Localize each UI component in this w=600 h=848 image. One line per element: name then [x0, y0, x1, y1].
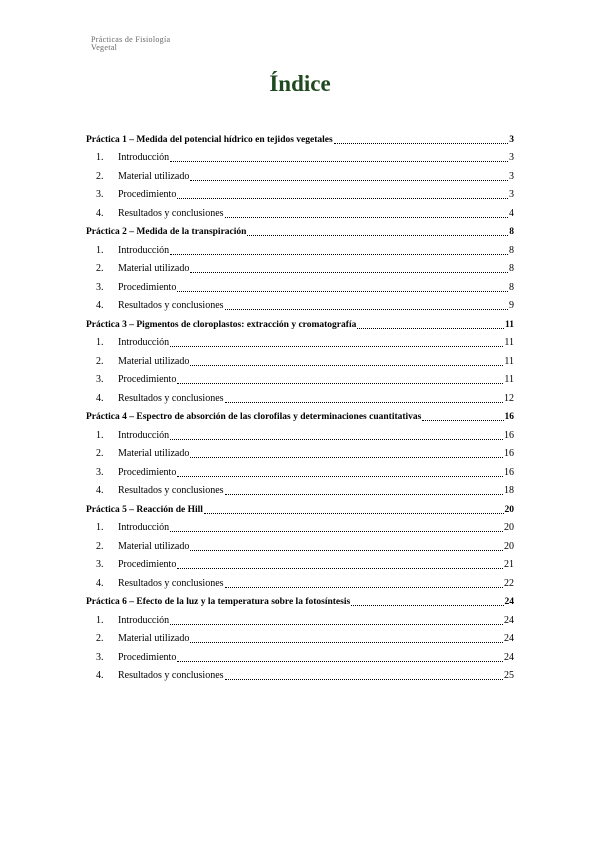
toc-section-entry[interactable]: [86, 220, 514, 239]
toc-item-number: 4.: [96, 670, 104, 681]
toc-item-label: Procedimiento: [118, 559, 177, 570]
toc-subsection-entry[interactable]: [86, 146, 514, 165]
toc-item-number: 2.: [96, 355, 104, 367]
toc-section-title: Práctica 2 – Medida de la transpiración: [86, 227, 247, 237]
toc-subsection-entry[interactable]: [86, 257, 514, 276]
header-line-2: Vegetal: [91, 43, 118, 52]
dot-leader: [225, 401, 503, 403]
dot-leader: [190, 641, 503, 643]
dot-leader: [170, 160, 508, 162]
toc-subsection-entry[interactable]: [86, 608, 514, 627]
dot-leader: [177, 660, 503, 662]
toc-item-number: 3.: [96, 281, 104, 293]
dot-leader: [190, 549, 503, 551]
toc-item-number: 1.: [96, 522, 104, 533]
toc-page-number: 8: [509, 281, 514, 293]
running-header: [91, 36, 170, 52]
dot-leader: [170, 345, 503, 347]
toc-page-number: 20: [504, 540, 514, 552]
toc-item-label: Resultados y conclusiones: [118, 392, 224, 404]
dot-leader: [225, 493, 503, 495]
toc-subsection-entry[interactable]: [86, 386, 514, 405]
toc-item-label: Material utilizado: [118, 448, 190, 459]
toc-subsection-entry[interactable]: [86, 442, 514, 461]
toc-page-number: 16: [504, 412, 514, 422]
dot-leader: [177, 567, 503, 569]
toc-section-entry[interactable]: [86, 590, 514, 609]
dot-leader: [225, 586, 503, 588]
toc-item-number: 1.: [96, 429, 104, 441]
toc-subsection-entry[interactable]: [86, 645, 514, 664]
toc-item-number: 2.: [96, 540, 104, 552]
toc-item-number: 2.: [96, 263, 104, 274]
toc-item-number: 2.: [96, 633, 104, 644]
toc-page-number: 20: [504, 504, 514, 515]
toc-item-label: Material utilizado: [118, 263, 190, 274]
toc-page-number: 3: [509, 134, 514, 145]
toc-subsection-entry[interactable]: [86, 534, 514, 553]
toc-page-number: 21: [504, 559, 514, 570]
toc-page-number: 16: [504, 429, 514, 441]
toc-item-label: Procedimiento: [118, 189, 177, 200]
toc-item-label: Procedimiento: [118, 281, 177, 293]
dot-leader: [357, 327, 504, 329]
toc-item-label: Introducción: [118, 429, 170, 441]
toc-subsection-entry[interactable]: [86, 183, 514, 202]
toc-page-number: 20: [504, 522, 514, 533]
toc-page-number: 24: [504, 597, 514, 607]
toc-subsection-entry[interactable]: [86, 275, 514, 294]
toc-page-number: 8: [509, 263, 514, 274]
toc-page-number: 25: [504, 670, 514, 681]
dot-leader: [422, 419, 503, 421]
dot-leader: [190, 271, 508, 273]
toc-item-number: 4.: [96, 300, 104, 311]
toc-item-label: Resultados y conclusiones: [118, 300, 224, 311]
toc-section-entry[interactable]: [86, 312, 514, 331]
toc-page-number: 11: [504, 374, 514, 385]
toc-item-number: 1.: [96, 152, 104, 163]
toc-page-number: 11: [504, 355, 514, 367]
toc-page-number: 8: [509, 244, 514, 256]
toc-subsection-entry[interactable]: [86, 553, 514, 572]
toc-section-title: Práctica 4 – Espectro de absorción de las clorofilas y determinaciones cuantitativas: [86, 412, 422, 422]
toc-page-number: 4: [509, 207, 514, 219]
toc-subsection-entry[interactable]: [86, 479, 514, 498]
toc-item-number: 4.: [96, 485, 104, 496]
toc-item-number: 2.: [96, 448, 104, 459]
toc-item-number: 3.: [96, 466, 104, 478]
toc-subsection-entry[interactable]: [86, 460, 514, 479]
toc-page-number: 3: [509, 189, 514, 200]
header-line-1: Prácticas de Fisiología: [91, 35, 171, 44]
dot-leader: [177, 382, 503, 384]
toc-subsection-entry[interactable]: [86, 238, 514, 257]
dot-leader: [177, 475, 503, 477]
toc-item-number: 1.: [96, 614, 104, 626]
dot-leader: [170, 530, 503, 532]
toc-page-number: 22: [504, 577, 514, 589]
dot-leader: [170, 253, 508, 255]
toc-page-number: 9: [509, 300, 514, 311]
toc-section-title: Práctica 6 – Efecto de la luz y la temperatura sobre la fotosíntesis: [86, 597, 351, 607]
toc-page-number: 16: [504, 466, 514, 478]
toc-subsection-entry[interactable]: [86, 627, 514, 646]
toc-page-number: 24: [504, 633, 514, 644]
dot-leader: [351, 604, 503, 606]
dot-leader: [170, 438, 503, 440]
dot-leader: [190, 456, 503, 458]
toc-subsection-entry[interactable]: [86, 349, 514, 368]
toc-item-number: 2.: [96, 170, 104, 182]
toc-item-label: Procedimiento: [118, 651, 177, 663]
toc-section-title: Práctica 5 – Reacción de Hill: [86, 504, 203, 515]
toc-item-label: Procedimiento: [118, 466, 177, 478]
toc-page-number: 3: [509, 152, 514, 163]
toc-item-number: 4.: [96, 207, 104, 219]
toc-item-label: Introducción: [118, 244, 170, 256]
dot-leader: [170, 623, 503, 625]
toc-section-title: Práctica 1 – Medida del potencial hídrico en tejidos vegetales: [86, 134, 333, 145]
toc-item-label: Introducción: [118, 337, 170, 348]
toc-item-label: Resultados y conclusiones: [118, 207, 224, 219]
toc-subsection-entry[interactable]: [86, 664, 514, 683]
dot-leader: [247, 234, 508, 236]
toc-item-number: 3.: [96, 559, 104, 570]
toc-item-label: Resultados y conclusiones: [118, 670, 224, 681]
toc-item-label: Material utilizado: [118, 170, 190, 182]
toc-page-number: 11: [504, 337, 514, 348]
dot-leader: [190, 179, 508, 181]
toc-item-label: Resultados y conclusiones: [118, 485, 224, 496]
toc-item-label: Material utilizado: [118, 540, 190, 552]
toc-page-number: 8: [509, 227, 514, 237]
dot-leader: [334, 142, 509, 144]
toc-item-label: Introducción: [118, 614, 170, 626]
toc-item-label: Procedimiento: [118, 374, 177, 385]
toc-item-number: 1.: [96, 337, 104, 348]
dot-leader: [177, 290, 508, 292]
toc-page-number: 18: [504, 485, 514, 496]
toc-item-label: Material utilizado: [118, 633, 190, 644]
toc-subsection-entry[interactable]: [86, 331, 514, 350]
dot-leader: [177, 197, 508, 199]
toc-subsection-entry[interactable]: [86, 571, 514, 590]
toc-item-label: Resultados y conclusiones: [118, 577, 224, 589]
toc-item-number: 3.: [96, 189, 104, 200]
toc-item-label: Introducción: [118, 522, 170, 533]
toc-subsection-entry[interactable]: [86, 368, 514, 387]
dot-leader: [225, 216, 508, 218]
toc-page-number: 16: [504, 448, 514, 459]
toc-item-number: 4.: [96, 392, 104, 404]
dot-leader: [225, 308, 508, 310]
toc-section-entry[interactable]: [86, 497, 514, 516]
toc-section-entry[interactable]: [86, 127, 514, 146]
toc-page-number: 12: [504, 392, 514, 404]
toc-item-label: Introducción: [118, 152, 170, 163]
toc-item-number: 3.: [96, 651, 104, 663]
dot-leader: [190, 364, 503, 366]
toc-item-number: 4.: [96, 577, 104, 589]
table-of-contents: [86, 127, 514, 682]
toc-section-entry[interactable]: [86, 405, 514, 424]
toc-page-number: 3: [509, 170, 514, 182]
dot-leader: [225, 678, 503, 680]
toc-subsection-entry[interactable]: [86, 201, 514, 220]
toc-subsection-entry[interactable]: [86, 294, 514, 313]
toc-subsection-entry[interactable]: [86, 423, 514, 442]
toc-section-title: Práctica 3 – Pigmentos de cloroplastos: extracción y cromatografía: [86, 319, 357, 330]
page-title: Índice: [269, 71, 331, 96]
toc-item-number: 1.: [96, 244, 104, 256]
toc-page-number: 11: [505, 319, 514, 330]
toc-subsection-entry[interactable]: [86, 164, 514, 183]
dot-leader: [204, 512, 504, 514]
toc-item-number: 3.: [96, 374, 104, 385]
toc-page-number: 24: [504, 614, 514, 626]
toc-subsection-entry[interactable]: [86, 516, 514, 535]
toc-page-number: 24: [504, 651, 514, 663]
toc-item-label: Material utilizado: [118, 355, 190, 367]
